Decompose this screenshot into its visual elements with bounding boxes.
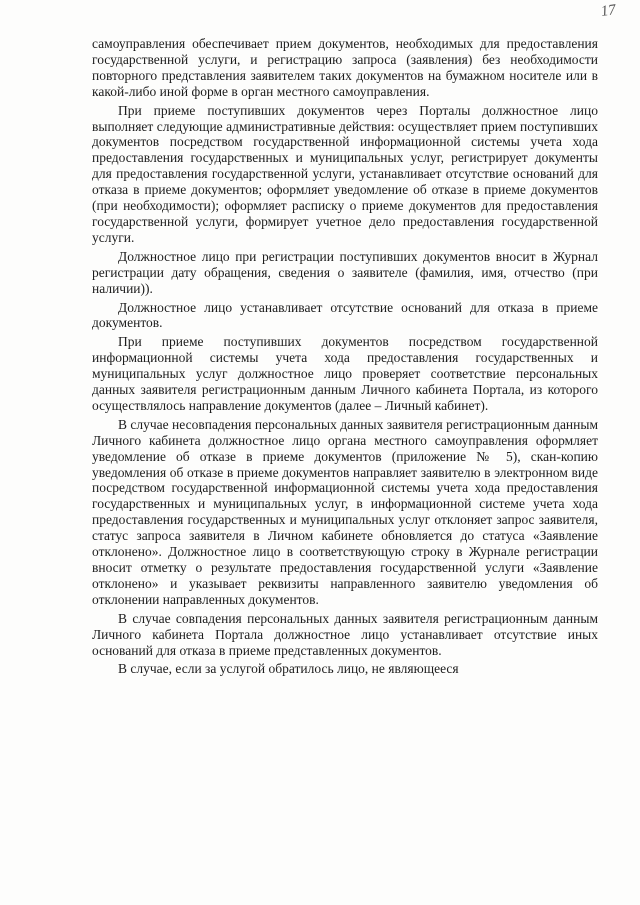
paragraph-journal-registration: Должностное лицо при регистрации поступивших документов вносит в Журнал регистрации дату обращения, сведения о заявителе (фамилия, имя, отчество (при наличии)). <box>92 248 598 296</box>
paragraph-no-refusal-grounds: Должностное лицо устанавливает отсутствие оснований для отказа в приеме документов. <box>92 299 598 331</box>
page-number: 17 <box>599 2 617 20</box>
paragraph-intake-continuation: самоуправления обеспечивает прием документов, необходимых для предоставления государственной услуги, и регистрацию запроса (заявления) без необходимости повторного представления заявителем таких документов на бумажном носителе или в какой-либо иной форме в орган местного самоуправления. <box>92 36 598 99</box>
paragraph-other-person: В случае, если за услугой обратилось лицо, не являющееся <box>118 661 459 677</box>
paragraph-data-mismatch: В случае несовпадения персональных данных заявителя регистрационным данным Личного кабинета должностное лицо органа местного самоуправления оформляет уведомление об отказе в приеме документов (приложение № 5), скан-копию уведомления об отказе в приеме документов направляет заявителю в электронном виде посредством государственной информационной системы учета хода предоставления государственных и муниципальных услуг, в информационной системе учета хода предоставления государственных и муниципальных услуг отклоняет запрос заявителя, статус запроса заявителя в Личном кабинете обновляется до статуса «Заявление отклонено». Должностное лицо в соответствующую строку в Журнале регистрации вносит отметку о результате предоставления государственной услуги «Заявление отклонено» и указывает реквизиты направленного заявителю уведомления об отклонении направленных документов. <box>92 416 598 607</box>
paragraph-personal-data-check: При приеме поступивших документов посредством государственной информационной системы учета хода предоставления государственных и муниципальных услуг должностное лицо проверяет соответствие персональных данных заявителя регистрационным данным Личного кабинета Портала, из которого осуществлялось направление документов (далее – Личный кабинет). <box>92 334 598 413</box>
paragraph-data-match: В случае совпадения персональных данных заявителя регистрационным данным Личного кабинета Портала должностное лицо устанавливает отсутствие иных оснований для отказа в приеме представленных документов. <box>92 610 598 658</box>
paragraph-portal-intake: При приеме поступивших документов через Порталы должностное лицо выполняет следующие административные действия: осуществляет прием поступивших документов посредством государственной информационной системы учета хода предоставления государственных и муниципальных услуг, регистрирует документы для предоставления государственной услуги, устанавливает отсутствие оснований для отказа в приеме документов; оформляет уведомление об отказе в приеме документов (при необходимости); оформляет расписку о приеме документов для предоставления государственной услуги, формирует учетное дело предоставления государственной услуги. <box>92 102 598 245</box>
